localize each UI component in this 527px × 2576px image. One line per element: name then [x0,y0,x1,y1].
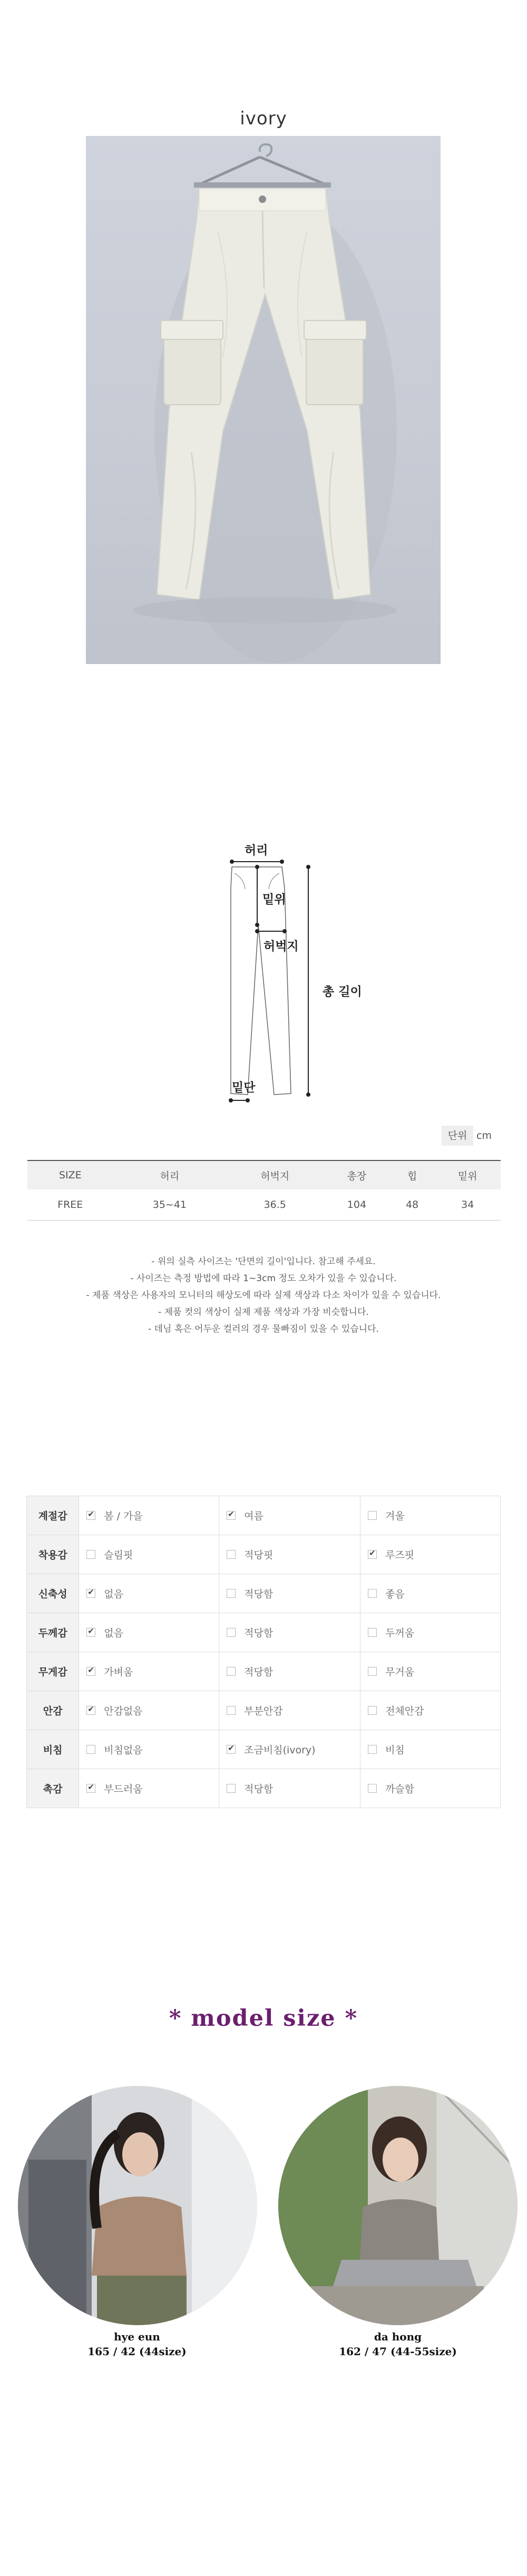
model-name-2: da hong [374,2330,422,2343]
feature-category: 착용감 [27,1535,79,1574]
checkbox-icon [227,1667,236,1676]
checkbox-icon [86,1550,95,1559]
checked-checkbox-icon [86,1511,95,1520]
note-line: - 제품 컷의 색상이 실제 제품 색상과 가장 비슷합니다. [158,1307,369,1318]
checkbox-icon [368,1706,377,1715]
feature-option [360,1769,501,1808]
size-header: SIZE [27,1160,113,1189]
checkbox-icon [227,1589,236,1598]
checkbox-icon [227,1784,236,1793]
feature-option [360,1496,501,1535]
checkbox-icon [227,1628,236,1637]
model-size-title: * model size * [169,2005,358,2032]
feature-option [360,1652,501,1691]
feature-option [360,1691,501,1730]
pants-outline [211,841,379,1109]
checked-checkbox-icon [86,1784,95,1793]
size-cell: 34 [435,1189,501,1221]
feature-category: 비침 [27,1730,79,1769]
feature-option [360,1535,501,1574]
table-row [27,1535,501,1574]
feature-option [219,1613,360,1652]
feature-option-label: 슬림핏 [104,1549,133,1561]
feature-option-label: 전체안감 [385,1705,424,1717]
feature-category: 무게감 [27,1652,79,1691]
feature-option-label: 부드러움 [104,1783,143,1795]
feature-option [219,1730,360,1769]
checkbox-icon [368,1667,377,1676]
model-size-1: 165 / 42 (44size) [87,2345,187,2358]
feature-option [360,1730,501,1769]
feature-option-label: 두꺼움 [385,1627,415,1639]
table-row [27,1189,501,1221]
feature-option-label: 가벼움 [104,1666,133,1678]
checked-checkbox-icon [86,1706,95,1715]
checkbox-icon [368,1628,377,1637]
feature-table [26,1496,501,1808]
feature-option [79,1691,219,1730]
feature-option-label: 적당함 [244,1666,274,1678]
table-row [27,1769,501,1808]
table-row [27,1691,501,1730]
product-photo [86,136,441,664]
color-label: ivory [240,108,287,129]
size-cell: 48 [390,1189,435,1221]
checked-checkbox-icon [86,1589,95,1598]
table-row [27,1574,501,1613]
feature-category: 안감 [27,1691,79,1730]
feature-option-label: 조금비침(ivory) [244,1744,316,1756]
model-photo-graphic [278,2086,518,2325]
checkbox-icon [368,1784,377,1793]
feature-option [219,1496,360,1535]
table-row [27,1652,501,1691]
size-cell: 35~41 [113,1189,226,1221]
table-row [27,1496,501,1535]
unit-label: 단위 [442,1126,473,1146]
feature-option [219,1574,360,1613]
feature-option-label: 적당함 [244,1783,274,1795]
diagram-label-hem: 밑단 [232,1081,256,1095]
pants-illustration [86,136,441,664]
feature-option-label: 루즈핏 [385,1549,415,1561]
model-size-2: 162 / 47 (44-55size) [339,2345,457,2358]
size-header: 허리 [113,1160,226,1189]
feature-option-label: 좋음 [385,1588,405,1600]
note-line: - 위의 실측 사이즈는 '단면의 길이'입니다. 참고해 주세요. [151,1256,376,1267]
feature-option-label: 없음 [104,1627,123,1639]
size-header: 힙 [390,1160,435,1189]
table-row [27,1730,501,1769]
feature-option [219,1691,360,1730]
feature-option-label: 비침없음 [104,1744,143,1756]
feature-option [360,1613,501,1652]
size-header: 허벅지 [226,1160,324,1189]
size-header: 총장 [324,1160,389,1189]
diagram-label-waist: 허리 [245,844,268,857]
feature-option-label: 부분안감 [244,1705,283,1717]
checked-checkbox-icon [86,1628,95,1637]
feature-option [360,1574,501,1613]
feature-category: 두께감 [27,1613,79,1652]
diagram-label-total-length: 총 길이 [323,985,362,999]
feature-option-label: 적당함 [244,1588,274,1600]
checkbox-icon [368,1511,377,1520]
size-cell: 104 [324,1189,389,1221]
feature-category: 계절감 [27,1496,79,1535]
checkbox-icon [86,1745,95,1754]
feature-option-label: 적당핏 [244,1549,274,1561]
checkbox-icon [227,1550,236,1559]
unit-value: cm [476,1130,492,1141]
feature-option [79,1496,219,1535]
checked-checkbox-icon [227,1511,236,1520]
feature-option-label: 안감없음 [104,1705,143,1717]
feature-option-label: 까슬함 [385,1783,415,1795]
checkbox-icon [227,1706,236,1715]
feature-option [219,1535,360,1574]
size-cell: 36.5 [226,1189,324,1221]
size-cell: FREE [27,1189,113,1221]
feature-option [79,1652,219,1691]
model-name-1: hye eun [114,2330,160,2343]
feature-option-label: 비침 [385,1744,405,1756]
feature-option [79,1535,219,1574]
checkbox-icon [368,1745,377,1754]
note-line: - 제품 색상은 사용자의 모니터의 해상도에 따라 실제 색상과 다소 차이가 있을 수 있습니다. [86,1290,441,1301]
model-photo-hye-eun [18,2086,257,2325]
feature-option [219,1769,360,1808]
checkbox-icon [368,1589,377,1598]
size-notes [0,1253,527,1338]
model-photo-graphic [18,2086,257,2325]
checked-checkbox-icon [368,1550,377,1559]
checked-checkbox-icon [227,1745,236,1754]
feature-option-label: 겨울 [385,1510,405,1522]
feature-option-label: 봄 / 가을 [104,1510,143,1522]
size-header: 밑위 [435,1160,501,1189]
feature-option [79,1574,219,1613]
table-row [27,1613,501,1652]
feature-option-label: 없음 [104,1588,123,1600]
model-photo-da-hong [278,2086,518,2325]
note-line: - 사이즈는 측정 방법에 따라 1~3cm 정도 오차가 있을 수 있습니다. [130,1273,397,1284]
feature-option-label: 적당함 [244,1627,274,1639]
feature-option [219,1652,360,1691]
size-table-header-row [27,1160,501,1189]
note-line: - 데님 혹은 어두운 컬러의 경우 물빠짐이 있을 수 있습니다. [148,1324,379,1334]
checked-checkbox-icon [86,1667,95,1676]
diagram-label-rise: 밑위 [262,893,286,906]
feature-option [79,1613,219,1652]
feature-option-label: 여름 [244,1510,264,1522]
size-table [27,1160,501,1221]
feature-category: 신축성 [27,1574,79,1613]
diagram-label-thigh: 허벅지 [264,940,299,953]
feature-category: 촉감 [27,1769,79,1808]
size-diagram [211,841,379,1109]
feature-option-label: 무거움 [385,1666,415,1678]
feature-option [79,1730,219,1769]
feature-option [79,1769,219,1808]
